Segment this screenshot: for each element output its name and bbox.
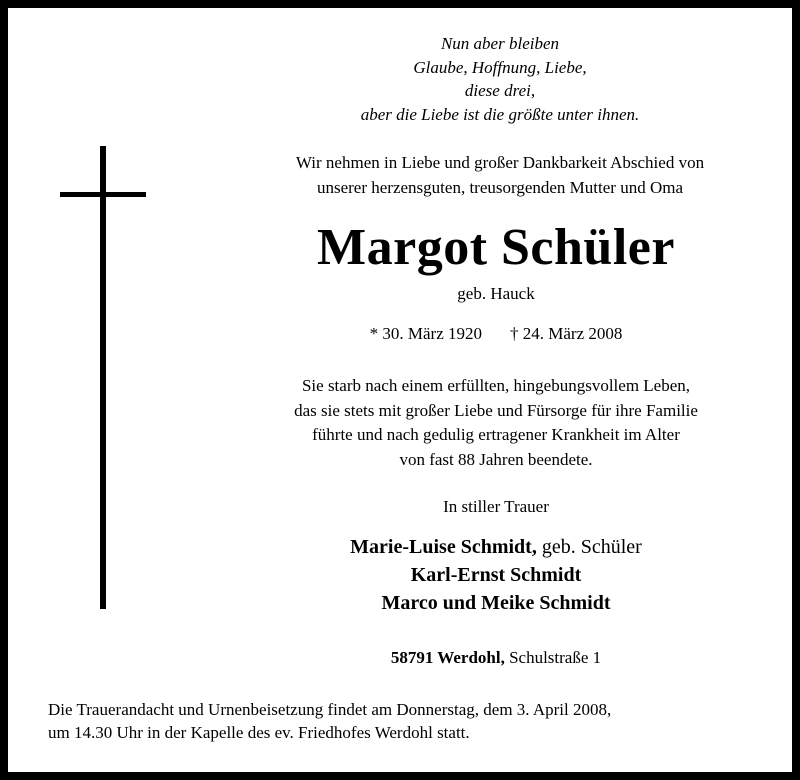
deceased-name: Margot Schüler — [317, 219, 675, 276]
bio-line: führte und nach gedulig ertragener Krankheit im Alter — [312, 425, 680, 444]
family-member-suffix: geb. Schüler — [536, 536, 642, 558]
family-member — [196, 589, 796, 617]
family-member-name: Marie-Luise Schmidt, — [350, 536, 537, 558]
service-line: Die Trauerandacht und Urnenbeisetzung findet am Donnerstag, dem 3. April 2008, — [48, 700, 612, 719]
bio-line: Sie starb nach einem erfüllten, hingebungsvollem Leben, — [301, 376, 691, 395]
cross-icon-horizontal — [60, 192, 146, 197]
verse-line: Glaube, Hoffnung, Liebe, — [413, 57, 587, 77]
service-notice — [48, 698, 768, 744]
family-member-name: Marco und Meike Schmidt — [381, 592, 611, 614]
bible-verse — [200, 32, 800, 126]
family-member — [196, 533, 796, 561]
death-date: † 24. März 2008 — [510, 324, 623, 343]
life-dates — [196, 324, 796, 344]
birth-date: * 30. März 1920 — [369, 324, 482, 343]
address-street: Schulstraße 1 — [504, 648, 602, 667]
bio-line: das sie stets mit großer Liebe und Fürsorge für ihre Familie — [294, 400, 698, 420]
biography — [190, 374, 800, 472]
bio-line: von fast 88 Jahren beendete. — [399, 449, 593, 469]
family-member-name: Karl-Ernst Schmidt — [410, 564, 582, 586]
address-city: 58791 Werdohl, — [390, 648, 505, 667]
service-line: um 14.30 Uhr in der Kapelle des ev. Friedhofes Werdohl statt. — [48, 723, 470, 742]
intro-text — [174, 150, 800, 200]
verse-line: diese drei, — [464, 81, 536, 100]
verse-line: Nun aber bleiben — [440, 34, 560, 53]
intro-line: Wir nehmen in Liebe und großer Dankbarkeit Abschied von — [295, 153, 705, 172]
birth-name: geb. Hauck — [457, 284, 535, 303]
mourning-label: In stiller Trauer — [443, 497, 549, 516]
family-member — [196, 561, 796, 589]
verse-line: aber die Liebe ist die größte unter ihnen. — [360, 104, 640, 124]
family-members — [196, 533, 796, 617]
address — [196, 648, 796, 668]
intro-line: unserer herzensguten, treusorgenden Mutter und Oma — [316, 178, 683, 197]
cross-icon-vertical — [100, 146, 106, 609]
